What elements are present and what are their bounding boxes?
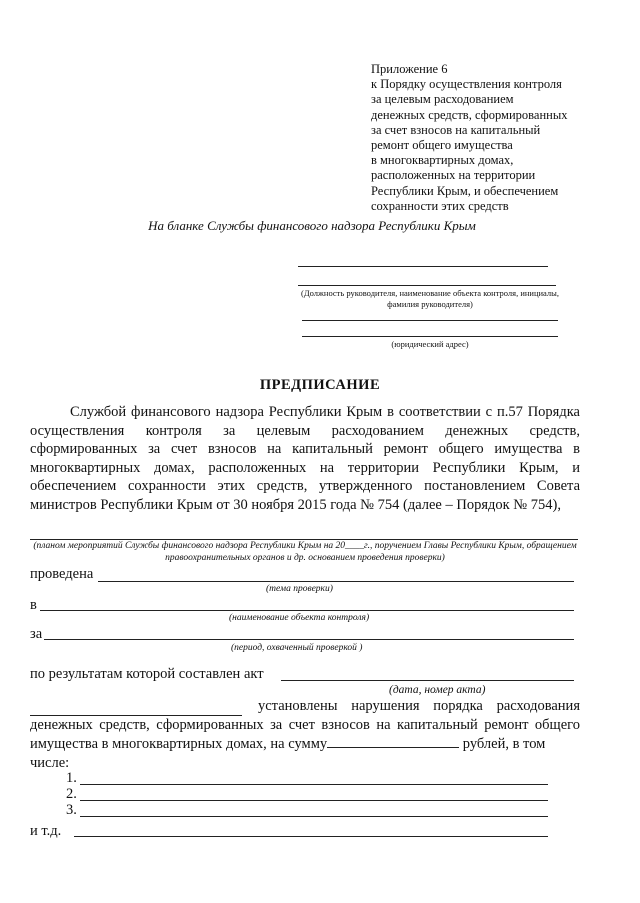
item-number: 3. — [66, 802, 77, 818]
act-label: по результатам которой составлен акт — [30, 666, 264, 682]
item-line-3 — [80, 816, 548, 817]
amount-line — [327, 735, 459, 748]
item-number: 1. — [66, 770, 77, 786]
etc-line — [74, 836, 548, 837]
address-line-1 — [302, 320, 558, 321]
document-title: ПРЕДПИСАНИЕ — [259, 377, 381, 393]
object-line — [40, 610, 574, 611]
appendix-line: за целевым расходованием — [371, 92, 514, 107]
addressee-line-2 — [298, 285, 556, 286]
for-label: за — [30, 626, 43, 642]
addressee-line-1 — [298, 266, 548, 267]
basis-caption: (планом мероприятий Службы финансового надзора Республики Крым на 20____г., поручением Главы Республики Крым, обращением правоохранительных органов и др. основанием проведения проверки) — [33, 541, 577, 563]
appendix-line: ремонт общего имущества — [371, 138, 513, 153]
topic-line — [98, 581, 574, 582]
appendix-line: сохранности этих средств — [371, 198, 509, 213]
intro-paragraph: Службой финансового надзора Республики Крым в соответствии с п.57 Порядка осуществления контроля за целевым расходованием денежных средств, сформированных за счет взносов на капитальный ремонт общего имущества в многоквартирных домах, расположенных на территории Республики Крым, и обеспечением сохранности этих средств, утвержденного постановлением Совета министров Республики Крым от 30 ноября 2015 года № 754 (далее – Порядок № 754), — [30, 404, 580, 513]
act-line — [281, 680, 574, 681]
act-caption: (дата, номер акта) — [389, 684, 486, 696]
conducted-label: проведена — [30, 566, 94, 582]
period-caption: (период, охваченный проверкой ) — [231, 643, 363, 653]
address-line-2 — [302, 336, 558, 337]
appendix-line: в многоквартирных домах, — [371, 153, 514, 168]
item-line-2 — [80, 800, 548, 801]
address-caption: (юридический адрес) — [391, 339, 469, 349]
letterhead-note: На бланке Службы финансового надзора Республики Крым — [148, 218, 476, 233]
in-label: в — [30, 597, 37, 613]
appendix-line: Республики Крым, и обеспечением — [371, 183, 559, 198]
appendix-line: к Порядку осуществления контроля — [371, 77, 562, 92]
appendix-block — [371, 62, 591, 214]
violations-paragraph: установлены нарушения порядка расходования денежных средств, сформированных за счет взносов на капитальный ремонт общего имущества в многоквартирных домах, на сумму рублей, в том числе: — [30, 698, 580, 771]
appendix-line: за счет взносов на капитальный — [371, 122, 541, 137]
period-line — [44, 639, 574, 640]
appendix-line: расположенных на территории — [371, 168, 536, 183]
object-caption: (наименование объекта контроля) — [229, 613, 370, 623]
etc-label: и т.д. — [30, 823, 62, 839]
topic-caption: (тема проверки) — [266, 584, 333, 594]
item-number: 2. — [66, 786, 77, 802]
addressee-caption: (Должность руководителя, наименование объекта контроля, инициалы, фамилия руководителя) — [301, 288, 559, 309]
appendix-line: Приложение 6 — [371, 62, 448, 76]
appendix-line: денежных средств, сформированных — [371, 107, 568, 122]
item-line-1 — [80, 784, 548, 785]
